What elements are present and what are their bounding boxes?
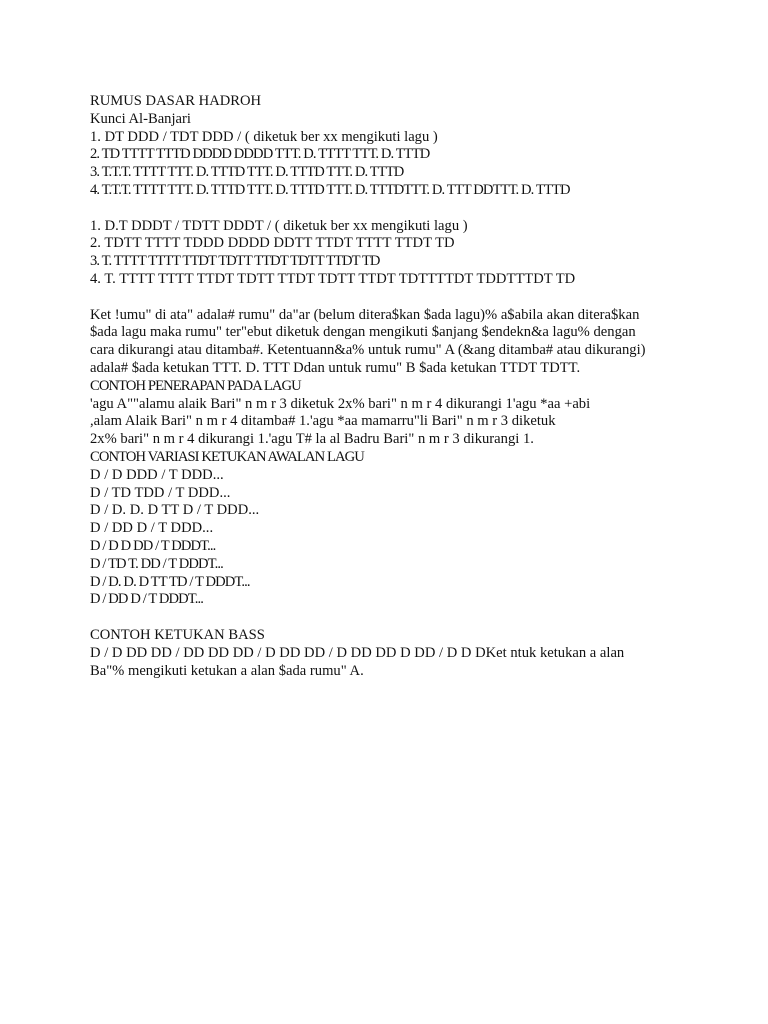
- text-line: $ada lagu maka rumu" ter"ebut diketuk dengan mengikuti $anjang $endekn&a lagu% dengan: [90, 324, 636, 341]
- text-line: D / TD T. DD / T DDDT...: [90, 555, 223, 572]
- text-line: 3. T.T.T. TTTT TTT. D. TTTD TTT. D. TTTD TTT. D. TTTD: [90, 164, 404, 181]
- text-line: 1. DT DDD / TDT DDD / ( diketuk ber xx mengikuti lagu ): [90, 128, 438, 145]
- text-line: D / D DDD / T DDD...: [90, 466, 224, 483]
- text-line: ,alam Alaik Bari" n m r 4 ditamba# 1.'agu *aa mamarru"li Bari" n m r 3 diketuk: [90, 413, 556, 430]
- doc-subtitle: Kunci Al-Banjari: [90, 110, 191, 127]
- text-line: 2x% bari" n m r 4 dikurangi 1.'agu T# la al Badru Bari" n m r 3 dikurangi 1.: [90, 431, 534, 448]
- text-line: 2. TD TTTT TTTD DDDD DDDD TTT. D. TTTT TTT. D. TTTD: [90, 146, 430, 163]
- blank-line: [90, 200, 710, 218]
- text-line: 4. T. TTTT TTTT TTDT TDTT TTDT TDTT TTDT TDTTTTDT TDDTTTDT TD: [90, 270, 576, 287]
- document-text: [90, 93, 710, 680]
- text-line: 2. TDTT TTTT TDDD DDDD DDTT TTDT TTTT TTDT TD: [90, 235, 455, 252]
- text-line: cara dikurangi atau ditamba#. Ketentuann&a% untuk rumu" A (&ang ditamba# atau dikurangi): [90, 342, 646, 359]
- blank-line: [90, 289, 710, 307]
- text-line: D / D. D. D TT TD / T DDDT...: [90, 573, 250, 590]
- text-line: 'agu A""alamu alaik Bari" n m r 3 diketuk 2x% bari" n m r 4 dikurangi 1'agu *aa +abi: [90, 395, 591, 412]
- text-line: D / D DD DD / DD DD DD / D DD DD / D DD DD D DD / D D DKet ntuk ketukan a alan: [90, 644, 625, 661]
- text-line: adala# $ada ketukan TTT. D. TTT Ddan untuk rumu" B $ada ketukan TTDT TDTT.: [90, 359, 581, 376]
- doc-title: RUMUS DASAR HADROH: [90, 93, 262, 109]
- section-heading: CONTOH PENERAPAN PADA LAGU: [90, 377, 301, 394]
- text-line: 1. D.T DDDT / TDTT DDDT / ( diketuk ber xx mengikuti lagu ): [90, 217, 468, 234]
- text-line: D / D. D. D TT D / T DDD...: [90, 502, 260, 519]
- text-line: D / DD D / T DDDT...: [90, 591, 203, 608]
- text-line: D / D D DD / T DDDT...: [90, 537, 216, 554]
- text-line: D / DD D / T DDD...: [90, 520, 214, 537]
- section-heading: CONTOH KETUKAN BASS: [90, 626, 265, 643]
- text-line: 3. T. TTTT TTTT TTDT TDTT TTDT TDTT TTDT TD: [90, 253, 380, 270]
- text-line: Ba"% mengikuti ketukan a alan $ada rumu" A.: [90, 662, 364, 679]
- text-line: Ket !umu" di ata" adala# rumu" da"ar (belum ditera$kan $ada lagu)% a$abila akan ditera$kan: [90, 306, 640, 323]
- section-heading: CONTOH VARIASI KETUKAN AWALAN LAGU: [90, 448, 364, 465]
- text-line: D / TD TDD / T DDD...: [90, 484, 231, 501]
- blank-line: [90, 609, 710, 627]
- text-line: 4. T.T.T. TTTT TTT. D. TTTD TTT. D. TTTD TTT. D. TTTDTTT. D. TTT DDTTT. D. TTTD: [90, 181, 570, 198]
